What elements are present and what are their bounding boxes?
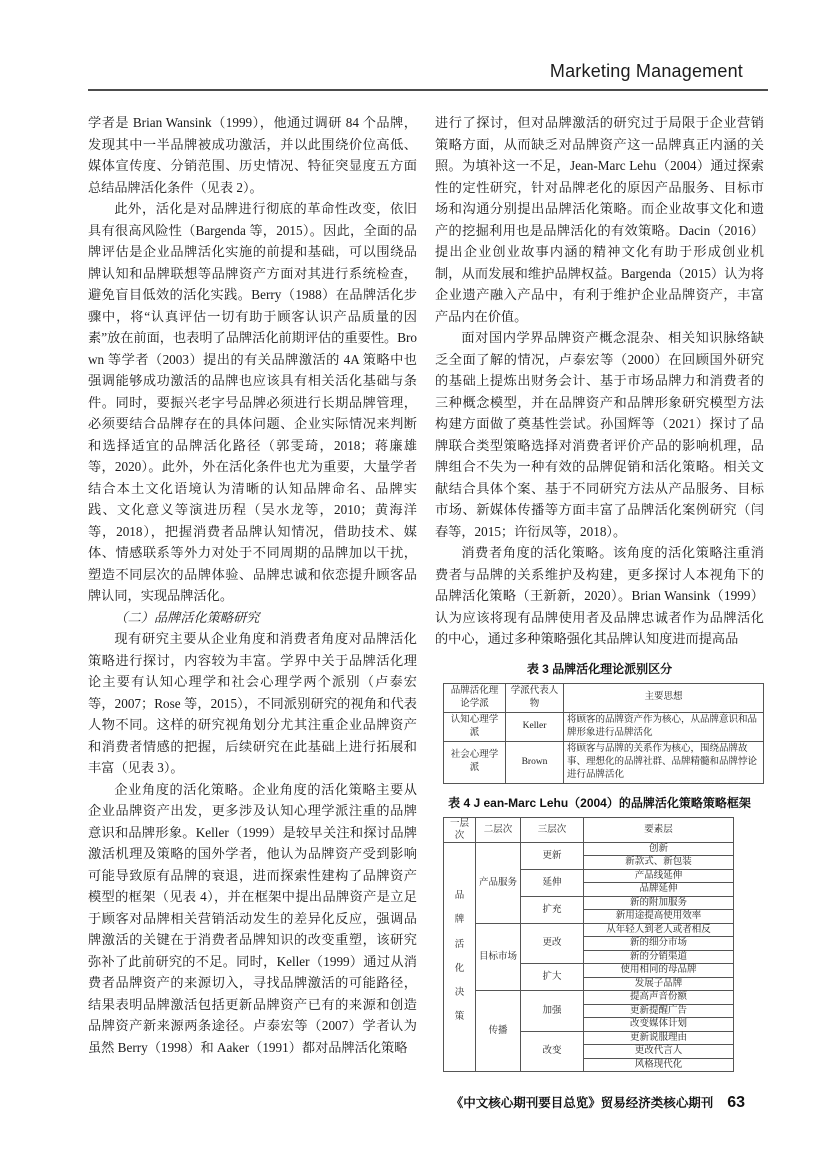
idea-cell: 将顾客的品牌资产作为核心，从品牌意识和品牌形象进行品牌活化 — [564, 712, 764, 741]
table-header-row — [444, 817, 734, 842]
level3-cell: 扩大 — [521, 964, 584, 991]
level3-cell: 改变 — [521, 1031, 584, 1072]
level3-cell: 加强 — [521, 991, 584, 1032]
essence-cell: 更改代言人 — [584, 1045, 734, 1059]
table-header-row — [444, 683, 764, 712]
table3-title: 表 3 品牌活化理论派别区分 — [526, 661, 673, 676]
table-row — [444, 842, 734, 856]
table-row — [444, 991, 734, 1005]
essence-cell: 创新 — [584, 842, 734, 856]
column-header: 学派代表人物 — [506, 683, 564, 712]
paragraph: 消费者角度的活化策略。该角度的活化策略注重消费者与品牌的关系维护及构建，更多探讨人本视角下的品牌活化策略（王新新，2020）。Brian Wansink（1999）认为应该将现有品牌使用者及品牌忠诚者作为品牌活化的中心，通过多种策略强化其品牌认知度进而提高品 — [435, 545, 764, 646]
essence-cell: 发展子品牌 — [584, 977, 734, 991]
journal-index-note: 《中文核心期刊要目总览》贸易经济类核心期刊 — [450, 1096, 714, 1110]
brand-theory-schools-table — [443, 683, 764, 784]
school-cell: 认知心理学派 — [444, 712, 506, 741]
running-head: Marketing Management — [549, 61, 743, 81]
level2-cell: 目标市场 — [476, 923, 521, 991]
essence-cell: 新用途提高使用效率 — [584, 910, 734, 924]
paragraph: 此外，活化是对品牌进行彻底的革命性改变，依旧具有很高风险性（Bargenda 等，2015）。因此，全面的品牌评估是企业品牌活化实施的前提和基础，可以围绕品牌认知和品牌联想等品牌资产方面对其进行系统检查，避免盲目低效的活化实践。Berry（1988）在品牌活化步骤中，将“认真评估一切有助于顾客认识产品质量的因素”放在前面，也表明了品牌活化前期评估的重要性。Brown 等学者（2003）提出的有关品牌激活的 4A 策略中也强调能够成功激活的品牌也应该具有相关活化基础与条件。同时，要振兴老字号品牌必须进行长期品牌管理，必须要结合品牌存在的具体问题、企业实际情况来判断和选择适宜的品牌活化路径（郭雯琦，2018；蒋廉雄等，2020）。此外，外在活化条件也尤为重要，大量学者结合本土文化语境认为清晰的认知品牌命名、品牌实践、文化意义等演进历程（吴水龙等，2010；黄海洋等，2018），把握消费者品牌认知情况，借助技术、媒体、情感联系等外力对处于不同周期的品牌加以干扰，塑造不同层次的品牌体验、品牌忠诚和依恋提升顾客品牌认同，实现品牌活化。 — [88, 201, 417, 603]
essence-cell: 新的附加服务 — [584, 896, 734, 910]
table4-title: 表 4 J ean-Marc Lehu（2004）的品牌活化策略策略框架 — [448, 795, 751, 810]
page-footer — [451, 1093, 745, 1112]
figure-cell: Brown — [506, 741, 564, 783]
lehu-activation-framework-table — [443, 817, 734, 1073]
essence-cell: 使用相同的母品牌 — [584, 964, 734, 978]
column-header: 一层次 — [444, 817, 476, 842]
table-row — [444, 741, 764, 783]
essence-cell: 品牌延伸 — [584, 883, 734, 897]
essence-cell: 更新提醒广告 — [584, 1004, 734, 1018]
page-number: 63 — [727, 1094, 745, 1111]
section-subheading: （二）品牌活化策略研究 — [114, 609, 260, 625]
two-column-body — [88, 112, 764, 1072]
paragraph-continuation: 学者是 Brian Wansink（1999），他通过调研 84 个品牌，发现其中一半品牌被成功激活，并以此围绕价位高低、媒体宣传度、分销范围、历史情况、特征突显度五方面总结品牌活化条件（见表 2）。 — [88, 115, 417, 195]
idea-cell: 将顾客与品牌的关系作为核心，围绕品牌故事、理想化的品牌社群、品牌精髓和品牌悖论进行品牌活化 — [564, 741, 764, 783]
table-row — [444, 712, 764, 741]
right-column — [435, 112, 764, 1072]
level2-cell: 传播 — [476, 991, 521, 1072]
level3-cell: 延伸 — [521, 869, 584, 896]
essence-cell: 产品线延伸 — [584, 869, 734, 883]
column-header: 三层次 — [521, 817, 584, 842]
level3-cell: 更改 — [521, 923, 584, 964]
essence-cell: 更新说服理由 — [584, 1031, 734, 1045]
header-rule — [88, 89, 768, 91]
column-header: 品牌活化理论学派 — [444, 683, 506, 712]
level1-vertical-text: 品牌活化决策 — [454, 891, 465, 1023]
paragraph: 现有研究主要从企业角度和消费者角度对品牌活化策略进行探讨，内容较为丰富。学界中关于品牌活化理论主要有认知心理学和社会心理学两个派别（卢泰宏等，2007；Rose 等，2015），不同派别研究的视角和代表人物不同。这样的研究视角划分尤其注重企业品牌资产和消费者情感的把握，后续研究在此基础上进行拓展和丰富（见表 3）。 — [88, 631, 417, 775]
essence-cell: 新款式、新包装 — [584, 856, 734, 870]
essence-cell: 改变媒体计划 — [584, 1018, 734, 1032]
column-header: 主要思想 — [564, 683, 764, 712]
essence-cell: 从年轻人到老人或者相反 — [584, 923, 734, 937]
essence-cell: 提高声音份额 — [584, 991, 734, 1005]
table-row — [444, 923, 734, 937]
school-cell: 社会心理学派 — [444, 741, 506, 783]
left-column — [88, 112, 417, 1072]
column-header: 二层次 — [476, 817, 521, 842]
level1-cell — [444, 842, 476, 1072]
paragraph-continuation: 进行了探讨，但对品牌激活的研究过于局限于企业营销策略方面，从而缺乏对品牌资产这一品牌真正内涵的关照。为填补这一不足，Jean-Marc Lehu（2004）通过探索性的定性研究，针对品牌老化的原因产品服务、目标市场和沟通分别提出品牌活化策略。而企业故事文化和遗产的挖掘利用也是品牌活化的有效策略。Dacin（2016）提出企业创业故事内涵的精神文化有助于形成创业机制，从而发展和维护品牌权益。Bargenda（2015）认为将企业遗产融入产品中，有利于维护企业品牌资产，丰富产品内在价值。 — [435, 115, 764, 324]
essence-cell: 风格现代化 — [584, 1058, 734, 1072]
level3-cell: 扩充 — [521, 896, 584, 923]
paragraph: 面对国内学界品牌资产概念混杂、相关知识脉络缺乏全面了解的情况，卢泰宏等（2000）在回顾国外研究的基础上提炼出财务会计、基于市场品牌力和消费者的三种概念模型，并在品牌资产和品牌形象研究模型方法构建方面做了奠基性尝试。孙国辉等（2021）探讨了品牌联合类型策略选择对消费者评价产品的影响机理，品牌组合不失为一种有效的品牌促销和活化策略。相关文献结合具体个案、基于不同研究方法从产品服务、目标市场、新媒体传播等方面丰富了品牌活化案例研究（闫春等，2015；许衍凤等，2018）。 — [435, 330, 764, 539]
essence-cell: 新的分销渠道 — [584, 950, 734, 964]
column-header: 要素层 — [584, 817, 734, 842]
level3-cell: 更新 — [521, 842, 584, 869]
essence-cell: 新的细分市场 — [584, 937, 734, 951]
level2-cell: 产品服务 — [476, 842, 521, 923]
paragraph: 企业角度的活化策略。企业角度的活化策略主要从企业品牌资产出发，更多涉及认知心理学派注重的品牌意识和品牌形象。Keller（1999）是较早关注和探讨品牌激活机理及策略的国外学者，他认为品牌资产受到影响可能导致原有品牌的衰退，进而探索性建构了品牌资产模型的框架（见表 4），并在框架中提出品牌资产是立足于顾客对品牌相关营销活动发生的差异化反应，强调品牌激活的关键在于消费者品牌知识的改变重塑，该研究弥补了此前研究的不足。同时，Keller（1999）通过从消费者品牌资产的来源切入，寻找品牌激活的可能路径，结果表明品牌激活包括更新品牌资产已有的来源和创造品牌资产新来源两条途径。卢泰宏等（2007）学者认为虽然 Berry（1998）和 Aaker（1991）都对品牌活化策略 — [88, 781, 417, 1055]
figure-cell: Keller — [506, 712, 564, 741]
